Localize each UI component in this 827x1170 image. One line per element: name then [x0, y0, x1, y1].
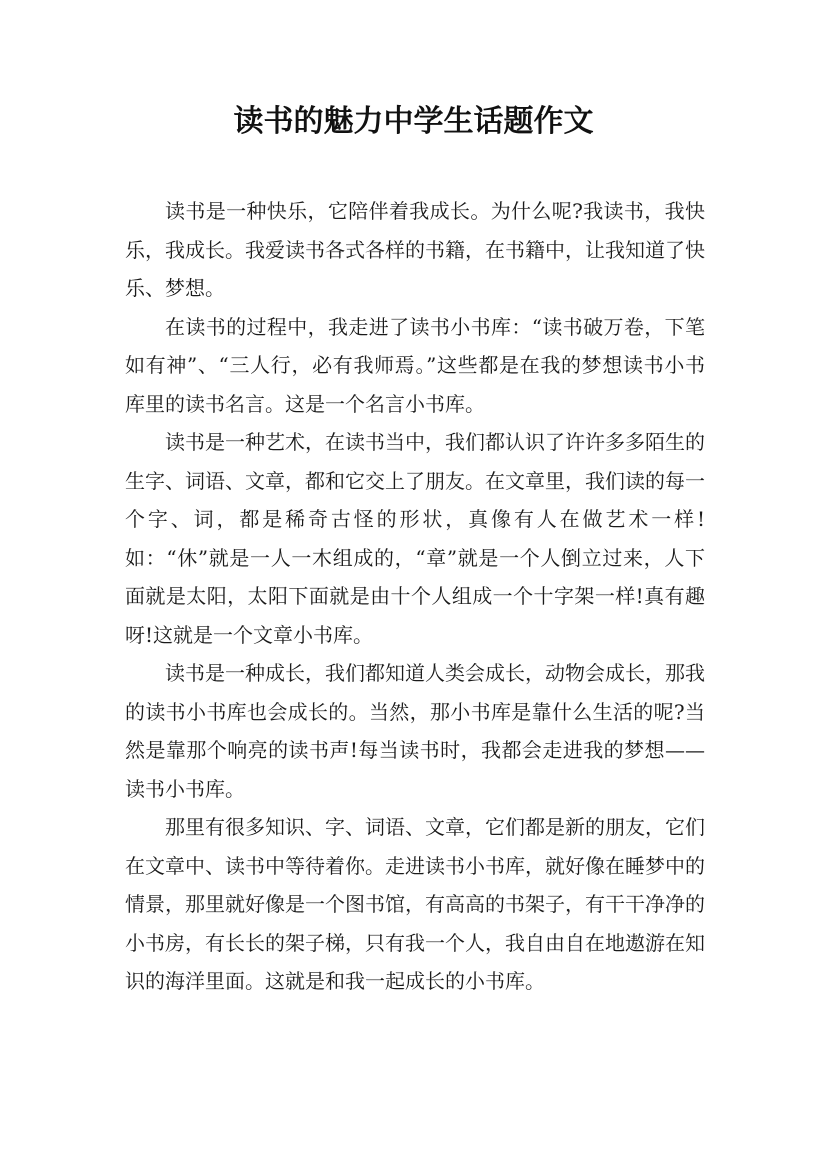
document-title: 读书的魅力中学生话题作文	[233, 104, 594, 139]
paragraph-2: 在读书的过程中，我走进了读书小书库：“读书破万卷，下笔如有神”、“三人行，必有我师焉。”这些都是在我的梦想读书小书库里的读书名言。这是一个名言小书库。	[125, 314, 705, 416]
paragraph-3: 读书是一种艺术，在读书当中，我们都认识了许许多多陌生的生字、词语、文章，都和它交上了朋友。在文章里，我们读的每一个字、词，都是稀奇古怪的形状，真像有人在做艺术一样!如：“休”就是一人一木组成的，“章”就是一个人倒立过来，人下面就是太阳，太阳下面就是由十个人组成一个十字架一样!真有趣呀!这就是一个文章小书库。	[125, 430, 705, 647]
document-body	[125, 192, 705, 1001]
paragraph-1: 读书是一种快乐，它陪伴着我成长。为什么呢?我读书，我快乐，我成长。我爱读书各式各样的书籍，在书籍中，让我知道了快乐、梦想。	[125, 199, 705, 300]
paragraph-5: 那里有很多知识、字、词语、文章，它们都是新的朋友，它们在文章中、读书中等待着你。走进读书小书库，就好像在睡梦中的情景，那里就好像是一个图书馆，有高高的书架子，有干干净净的小书房，有长长的架子梯，只有我一个人，我自由自在地遨游在知识的海洋里面。这就是和我一起成长的小书库。	[125, 815, 705, 993]
paragraph-4: 读书是一种成长，我们都知道人类会成长，动物会成长，那我的读书小书库也会成长的。当然，那小书库是靠什么生活的呢?当然是靠那个响亮的读书声!每当读书时，我都会走进我的梦想——读书小书库。	[125, 661, 705, 801]
